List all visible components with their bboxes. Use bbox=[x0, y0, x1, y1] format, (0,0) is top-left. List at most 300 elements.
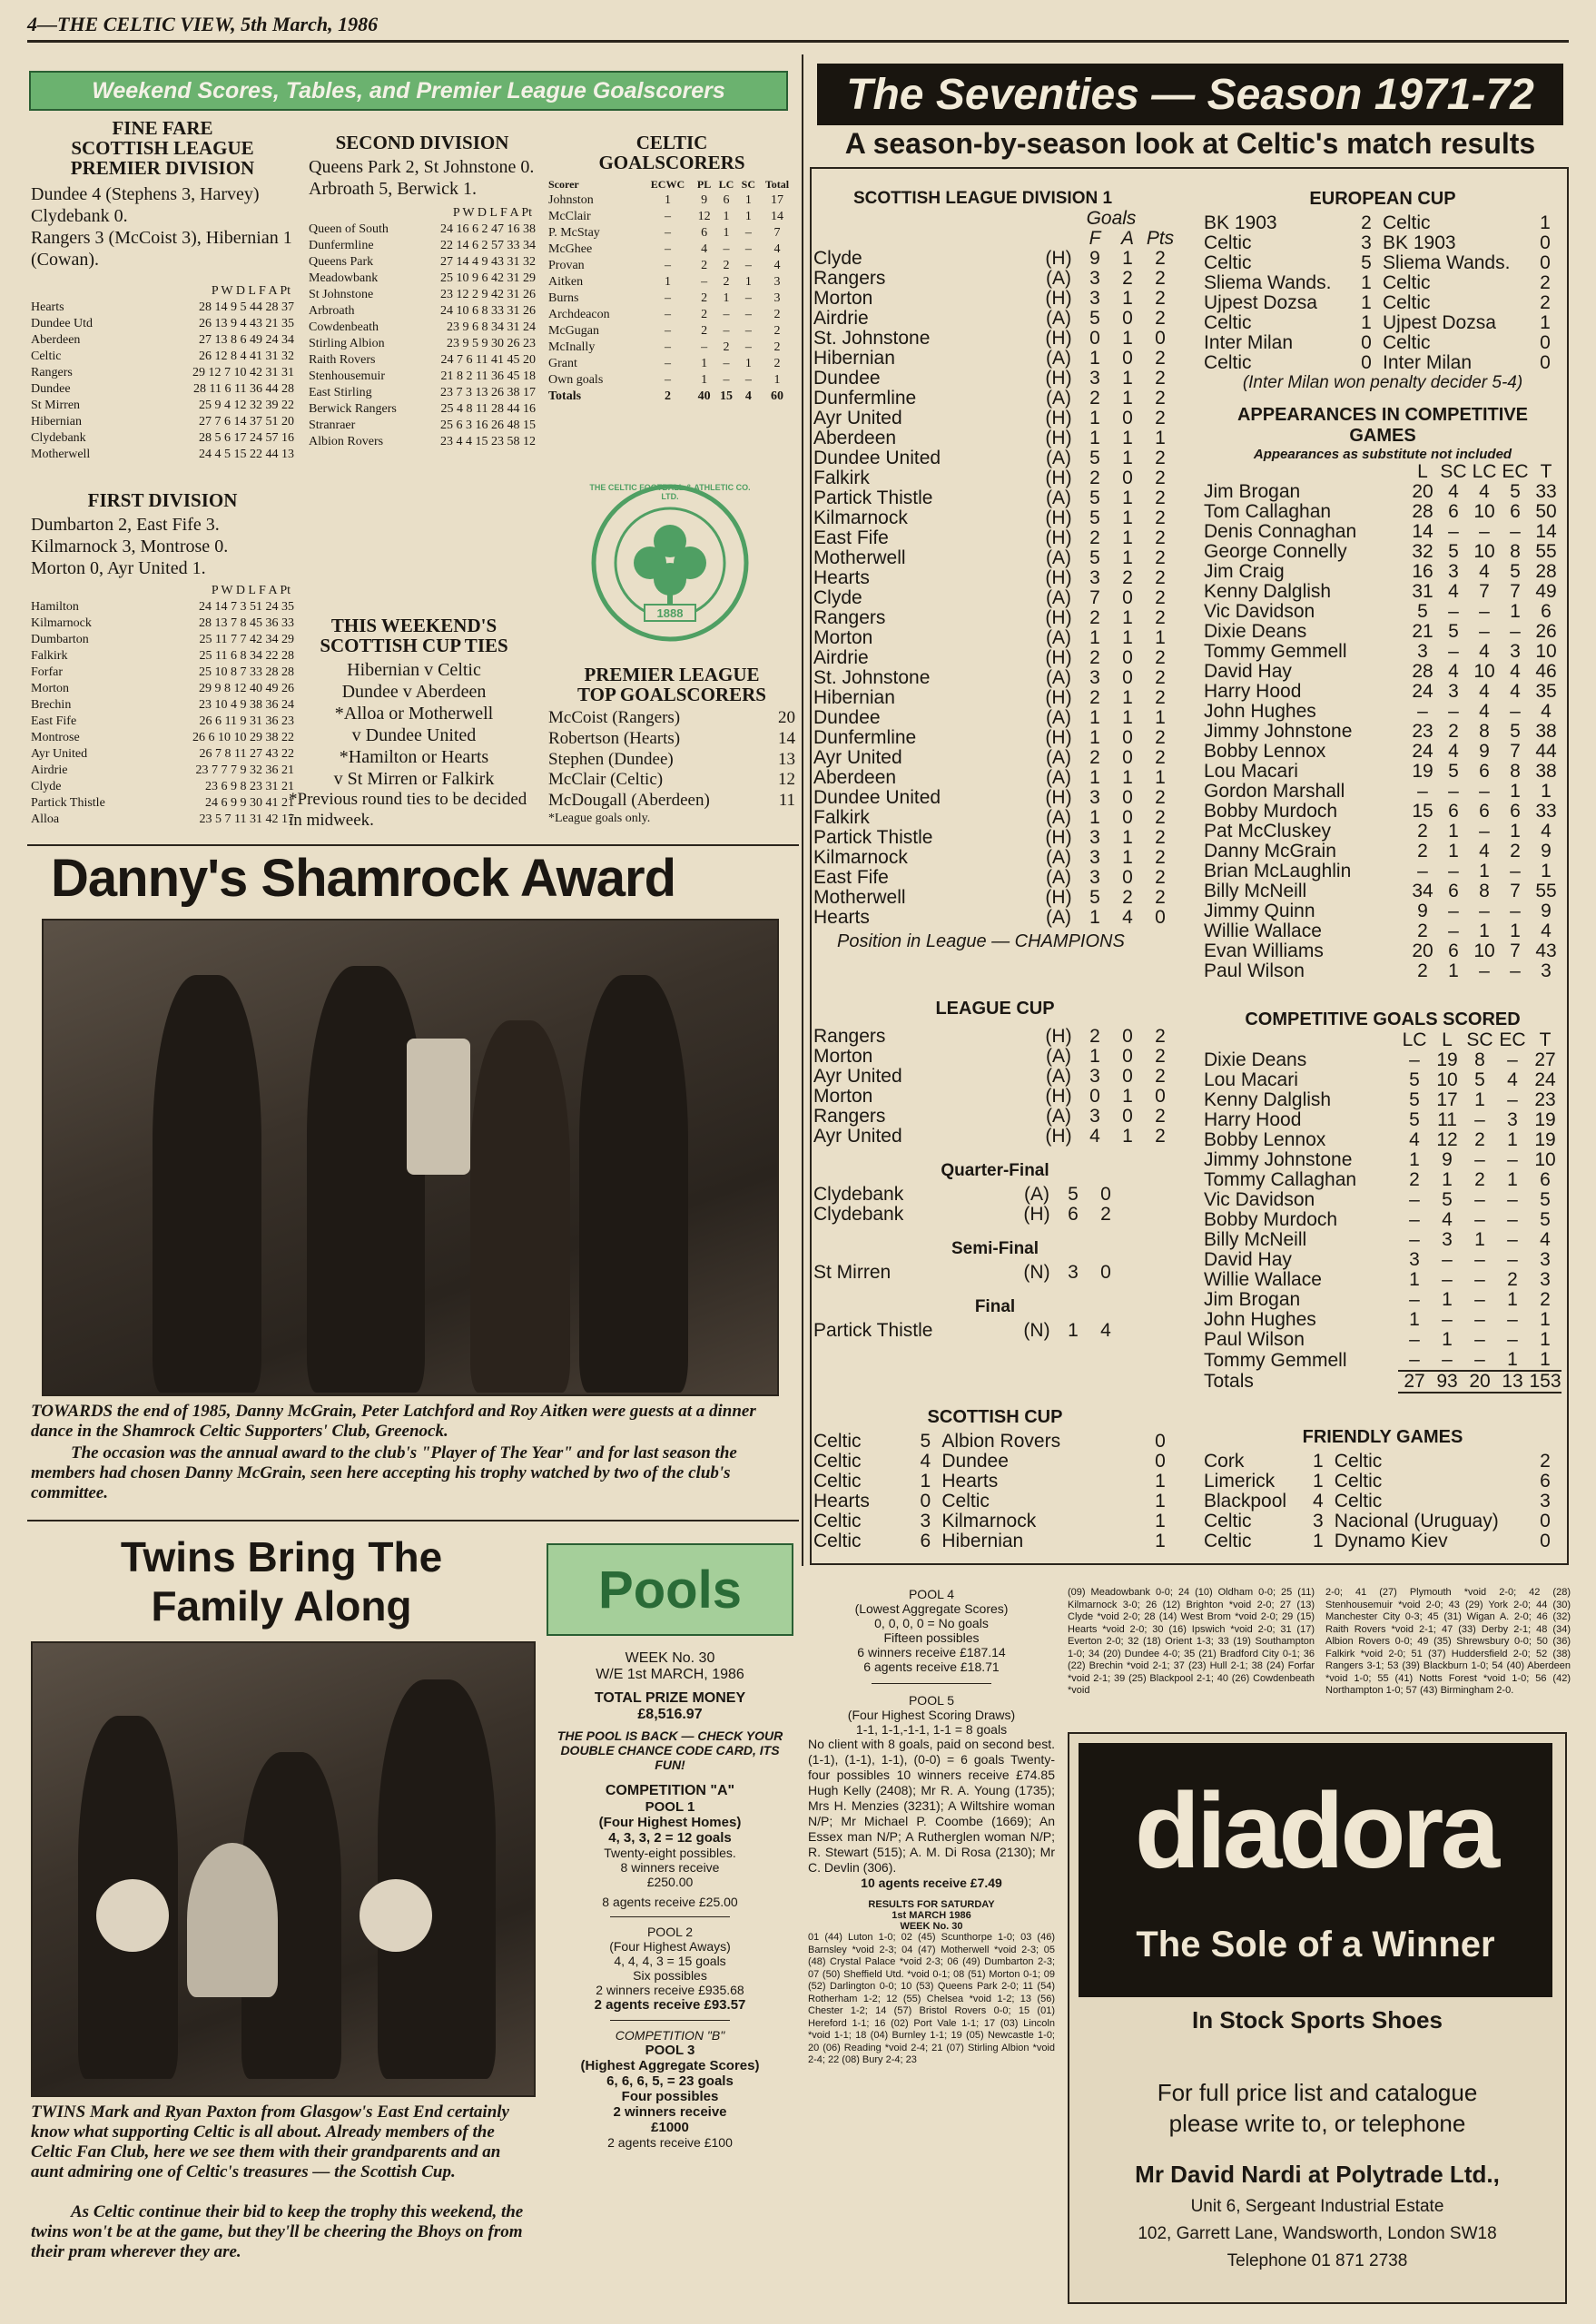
table-row bbox=[1204, 353, 1562, 373]
player-stat: 9 bbox=[1442, 1149, 1453, 1170]
player-stat: – bbox=[1474, 1149, 1485, 1170]
player-stat: 3 bbox=[1417, 641, 1428, 662]
away-score: 3 bbox=[1540, 1491, 1551, 1512]
header-rule bbox=[27, 40, 1569, 43]
seventies-box-top bbox=[810, 167, 1569, 169]
away-score: 6 bbox=[1540, 1471, 1551, 1492]
opponent: Motherwell bbox=[813, 887, 906, 908]
friendly-games-block bbox=[1204, 1427, 1562, 1551]
totals-value: 153 bbox=[1529, 1371, 1562, 1392]
table-row bbox=[813, 728, 1177, 748]
pools-results-title-2: 1st MARCH 1986 bbox=[892, 1910, 971, 1921]
table-row bbox=[1204, 293, 1562, 313]
points: 2 bbox=[1155, 487, 1166, 508]
team-name: Partick Thistle bbox=[31, 796, 105, 811]
player-stat: 3 bbox=[1448, 681, 1459, 702]
diadora-address-3: Telephone 01 871 2738 bbox=[1227, 2251, 1408, 2270]
venue: (H) bbox=[1045, 468, 1072, 488]
home-team: BK 1903 bbox=[1204, 212, 1277, 233]
cup-tie-line: Dundee v Aberdeen bbox=[341, 682, 487, 703]
result-line: Arbroath 5, Berwick 1. bbox=[309, 179, 477, 200]
player-stat: 4 bbox=[1479, 641, 1490, 662]
premier-title-3: PREMIER DIVISION bbox=[70, 157, 255, 180]
table-row bbox=[548, 274, 795, 290]
goals-against: 1 bbox=[1122, 527, 1133, 548]
celtic-goalscorers-block bbox=[548, 133, 795, 405]
totals-row bbox=[1204, 1371, 1562, 1393]
table-row bbox=[548, 209, 795, 225]
league-div1-table bbox=[813, 249, 1177, 928]
player-stat: 2 bbox=[1448, 721, 1459, 742]
pools-p3-l4: 2 agents receive £100 bbox=[607, 2135, 733, 2150]
team-name: Stenhousemuir bbox=[309, 369, 385, 384]
table-header-row bbox=[1204, 1030, 1562, 1050]
premier-table-head: P W D L F A Pt bbox=[211, 284, 291, 299]
player-stat: 26 bbox=[1535, 621, 1557, 642]
team-stats: 26 12 8 4 41 31 32 bbox=[199, 350, 294, 364]
player-stat: 8 bbox=[1479, 721, 1490, 742]
player-stat: – bbox=[1507, 1049, 1518, 1070]
scorer-name: P. McStay bbox=[548, 226, 600, 241]
player-stat: – bbox=[1448, 861, 1459, 881]
scorer-goals: 2 bbox=[701, 291, 708, 306]
table-row bbox=[548, 225, 795, 241]
player-stat: 2 bbox=[1507, 1269, 1518, 1290]
opponent: Rangers bbox=[813, 1106, 886, 1127]
scorer-goals: – bbox=[664, 357, 671, 371]
player-name: Evan Williams bbox=[1204, 940, 1324, 961]
home-team: Hearts bbox=[813, 1491, 870, 1512]
player-stat: 2 bbox=[1417, 921, 1428, 941]
twins-caption-2: As Celtic continue their bid to keep the trophy this weekend, the twins won't be at the game, but they'll be cheering the Bhoys on from their pram wherever they are. bbox=[31, 2202, 524, 2261]
player-stat: 7 bbox=[1479, 581, 1490, 602]
points: 2 bbox=[1155, 667, 1166, 688]
opponent: St Mirren bbox=[813, 1262, 892, 1283]
goals-for: 1 bbox=[1089, 767, 1100, 788]
table-row bbox=[813, 1107, 1177, 1127]
scorer-goals: 1 bbox=[701, 357, 708, 371]
player-stat: 33 bbox=[1535, 801, 1557, 822]
team-name: Albion Rovers bbox=[309, 435, 384, 449]
pools-p5-calc: 1-1, 1-1,-1-1, 1-1 = 8 goals bbox=[855, 1722, 1008, 1737]
goals-for: 0 bbox=[1089, 1086, 1100, 1107]
scorer-goals: 2 bbox=[723, 275, 730, 290]
scorer-name: Aitken bbox=[548, 275, 584, 290]
table-row bbox=[813, 349, 1177, 369]
league-cup-qf-table bbox=[813, 1185, 1122, 1225]
table-row bbox=[813, 329, 1177, 349]
table-row bbox=[813, 369, 1177, 389]
points: 2 bbox=[1155, 248, 1166, 269]
table-row bbox=[309, 254, 536, 271]
top-goalscorers-block bbox=[548, 665, 795, 827]
goals-for: 2 bbox=[1089, 747, 1100, 768]
player-stat: 1 bbox=[1479, 921, 1490, 941]
goals-for: 3 bbox=[1068, 1262, 1079, 1283]
pools-p4-l1: Fifteen possibles bbox=[883, 1630, 980, 1645]
table-row bbox=[548, 770, 795, 791]
opponent: Ayr United bbox=[813, 1066, 902, 1087]
venue: (A) bbox=[1046, 268, 1071, 289]
table-row bbox=[1204, 862, 1562, 881]
table-row bbox=[1204, 662, 1562, 682]
table-row bbox=[813, 1067, 1177, 1087]
goals-for: 3 bbox=[1089, 567, 1100, 588]
player-stat: – bbox=[1409, 1349, 1420, 1370]
scorer-goals: – bbox=[664, 210, 671, 224]
points: 2 bbox=[1155, 1106, 1166, 1127]
table-row bbox=[813, 628, 1177, 648]
opponent: Clyde bbox=[813, 587, 862, 608]
goals-scored-title: COMPETITIVE GOALS SCORED bbox=[1245, 1009, 1521, 1029]
venue: (A) bbox=[1046, 627, 1071, 648]
venue: (H) bbox=[1045, 1086, 1072, 1107]
team-stats: 23 12 2 9 42 31 26 bbox=[440, 288, 536, 302]
team-stats: 27 7 6 14 37 51 20 bbox=[199, 415, 294, 429]
table-row bbox=[309, 320, 536, 336]
player-stat: 8 bbox=[1474, 1049, 1485, 1070]
goals-for: 3 bbox=[1089, 1106, 1100, 1127]
table-row bbox=[548, 323, 795, 340]
player-stat: 44 bbox=[1535, 741, 1557, 762]
scorer-goals: – bbox=[723, 373, 730, 388]
table-row bbox=[1204, 1270, 1562, 1290]
pools-p2-l2: 2 winners receive £935.68 bbox=[596, 1983, 744, 1997]
team-stats: 23 9 5 9 30 26 23 bbox=[447, 337, 536, 351]
goals-for: 2 bbox=[1089, 1026, 1100, 1047]
away-score: 1 bbox=[1540, 312, 1551, 333]
player-stat: 4 bbox=[1510, 681, 1521, 702]
player-stat: 5 bbox=[1409, 1069, 1420, 1090]
league-cup-final-title: Final bbox=[974, 1297, 1016, 1316]
opponent: Kilmarnock bbox=[813, 507, 908, 528]
team-name: Motherwell bbox=[31, 448, 91, 462]
scorer-goals: – bbox=[664, 259, 671, 273]
pools-p2-l1: Six possibles bbox=[633, 1968, 707, 1983]
table-row bbox=[813, 269, 1177, 289]
table-row bbox=[1204, 1210, 1562, 1230]
goals-against: 0 bbox=[1122, 727, 1133, 748]
first-division-table-head: P W D L F A Pt bbox=[211, 584, 291, 598]
team-stats: 28 11 6 11 36 44 28 bbox=[193, 382, 294, 397]
totals-value: 27 bbox=[1398, 1371, 1431, 1393]
venue: (H) bbox=[1045, 787, 1072, 808]
player-name: Vic Davidson bbox=[1204, 601, 1315, 622]
table-row bbox=[548, 258, 795, 274]
opponent: Kilmarnock bbox=[813, 847, 908, 868]
table-row bbox=[309, 434, 536, 450]
goals-for: 3 bbox=[1089, 368, 1100, 389]
scorer-goals: – bbox=[701, 275, 708, 290]
player-stat: 10 bbox=[1535, 641, 1557, 662]
goals-against: 0 bbox=[1122, 787, 1133, 808]
team-name: Hearts bbox=[31, 300, 64, 315]
player-stat: 1 bbox=[1540, 1329, 1551, 1350]
league-cup-sf-title: Semi-Final bbox=[951, 1239, 1039, 1258]
player-stat: 10 bbox=[1436, 1069, 1458, 1090]
table-row bbox=[813, 608, 1177, 628]
celtic-scorers-title-1: CELTIC bbox=[635, 132, 708, 153]
pools-prize: £8,516.97 bbox=[637, 1707, 703, 1722]
player-stat: 1 bbox=[1541, 781, 1552, 802]
away-score: 0 bbox=[1540, 232, 1551, 253]
scorer-goals: 1 bbox=[723, 291, 730, 306]
table-row bbox=[1204, 682, 1562, 702]
table-row bbox=[1204, 842, 1562, 862]
team-stats: 26 13 9 4 43 21 35 bbox=[199, 317, 294, 331]
opponent: Morton bbox=[813, 627, 873, 648]
table-row bbox=[1204, 482, 1562, 502]
scorer-goals: 11 bbox=[778, 791, 795, 811]
column-header: LC bbox=[1472, 461, 1497, 482]
scorer-goals: – bbox=[744, 324, 752, 339]
pools-results-title-3: WEEK No. 30 bbox=[900, 1921, 963, 1932]
team-name: Raith Rovers bbox=[309, 353, 376, 368]
player-stat: 1 bbox=[1510, 921, 1521, 941]
team-stats: 24 14 7 3 51 24 35 bbox=[199, 600, 294, 615]
table-row bbox=[813, 309, 1177, 329]
premier-title-1: FINE FARE bbox=[112, 117, 213, 139]
home-team: Inter Milan bbox=[1204, 332, 1294, 353]
pools-p4-l2: 6 winners receive £187.14 bbox=[857, 1645, 1006, 1659]
top-scorers-table bbox=[548, 708, 795, 812]
player-stat: 55 bbox=[1535, 541, 1557, 562]
team-stats: 27 13 8 6 49 24 34 bbox=[199, 333, 294, 348]
team-name: East Stirling bbox=[309, 386, 372, 400]
home-score: 3 bbox=[1312, 1511, 1324, 1531]
player-name: Dixie Deans bbox=[1204, 1049, 1307, 1070]
player-stat: 19 bbox=[1534, 1129, 1556, 1150]
friendly-games-table bbox=[1204, 1452, 1562, 1551]
player-stat: 4 bbox=[1479, 841, 1490, 862]
player-stat: – bbox=[1417, 701, 1428, 722]
table-row bbox=[1204, 1330, 1562, 1350]
team-stats: 21 8 2 11 36 45 18 bbox=[440, 369, 536, 384]
player-name: Harry Hood bbox=[1204, 1109, 1302, 1130]
player-name: Jimmy Johnstone bbox=[1204, 1149, 1353, 1170]
home-score: 1 bbox=[920, 1471, 931, 1492]
venue: (A) bbox=[1046, 867, 1071, 888]
player-stat: 5 bbox=[1448, 541, 1459, 562]
team-name: Montrose bbox=[31, 731, 80, 745]
away-team: Hearts bbox=[941, 1471, 999, 1492]
table-row bbox=[31, 763, 294, 779]
venue: (H) bbox=[1045, 1026, 1072, 1047]
team-name: Falkirk bbox=[31, 649, 68, 664]
goals-against: 1 bbox=[1122, 847, 1133, 868]
goals-for: 1 bbox=[1089, 807, 1100, 828]
table-row bbox=[813, 1263, 1122, 1283]
home-team: Limerick bbox=[1204, 1471, 1276, 1492]
pools-p5-title: POOL 5 bbox=[908, 1693, 955, 1708]
player-stat: 49 bbox=[1535, 581, 1557, 602]
second-division-results bbox=[309, 156, 536, 200]
diadora-contact-name: Mr David Nardi at Polytrade Ltd., bbox=[1135, 2161, 1500, 2188]
away-team: Celtic bbox=[1383, 292, 1431, 313]
venue: (H) bbox=[1045, 687, 1072, 708]
scorer-goals: – bbox=[744, 308, 752, 322]
scorer-goals: – bbox=[744, 291, 752, 306]
scorer-name: Totals bbox=[548, 389, 582, 404]
goals-for: 3 bbox=[1089, 1066, 1100, 1087]
player-name: Danny McGrain bbox=[1204, 841, 1336, 862]
table-row bbox=[309, 238, 536, 254]
appearances-title-2: GAMES bbox=[1349, 426, 1416, 446]
player-stat: 4 bbox=[1541, 701, 1552, 722]
team-name: Celtic bbox=[31, 350, 62, 364]
team-stats: 26 6 10 10 29 38 22 bbox=[192, 731, 294, 745]
player-stat: – bbox=[1510, 861, 1521, 881]
team-name: Forfar bbox=[31, 665, 63, 680]
table-row bbox=[1204, 562, 1562, 582]
table-row bbox=[1204, 253, 1562, 273]
scorer-goals: – bbox=[664, 324, 671, 339]
venue: (H) bbox=[1045, 368, 1072, 389]
points: 2 bbox=[1155, 408, 1166, 428]
player-name: Billy McNeill bbox=[1204, 1229, 1307, 1250]
goals-against: 0 bbox=[1122, 1066, 1133, 1087]
pools-we: W/E 1st MARCH, 1986 bbox=[596, 1667, 744, 1682]
player-name: Tom Callaghan bbox=[1204, 501, 1332, 522]
home-team: Celtic bbox=[1204, 252, 1252, 273]
opponent: Hibernian bbox=[813, 687, 895, 708]
table-row bbox=[548, 791, 795, 812]
scorer-goals: 12 bbox=[697, 210, 711, 224]
player-stat: – bbox=[1510, 960, 1521, 981]
table-row bbox=[31, 681, 294, 697]
table-row bbox=[1204, 941, 1562, 961]
player-stat: 1 bbox=[1507, 1289, 1518, 1310]
first-division-block bbox=[31, 490, 294, 828]
diadora-line-2: please write to, or telephone bbox=[1168, 2110, 1466, 2137]
scorer-name: Provan bbox=[548, 259, 585, 273]
player-stat: 1 bbox=[1507, 1169, 1518, 1190]
player-name: Kenny Dalglish bbox=[1204, 581, 1332, 602]
venue: (H) bbox=[1045, 727, 1072, 748]
player-name: Willie Wallace bbox=[1204, 1269, 1322, 1290]
league-cup-sf-table bbox=[813, 1263, 1122, 1283]
away-score: 0 bbox=[1540, 332, 1551, 353]
table-row bbox=[813, 1087, 1177, 1107]
scorer-goals: 15 bbox=[719, 389, 733, 404]
player-stat: 8 bbox=[1479, 881, 1490, 901]
table-row bbox=[813, 389, 1177, 409]
cup-ties-title-1: THIS WEEKEND'S bbox=[330, 615, 498, 636]
goals-against: 1 bbox=[1122, 248, 1133, 269]
away-team: Ujpest Dozsa bbox=[1383, 312, 1496, 333]
table-row bbox=[1204, 1150, 1562, 1170]
player-stat: 4 bbox=[1510, 661, 1521, 682]
player-stat: 5 bbox=[1474, 1069, 1485, 1090]
player-stat: – bbox=[1442, 1249, 1453, 1270]
totals-value: 93 bbox=[1431, 1371, 1463, 1393]
goals-for: 1 bbox=[1089, 727, 1100, 748]
result-line: Kilmarnock 3, Montrose 0. bbox=[31, 537, 229, 557]
home-score: 1 bbox=[1312, 1451, 1324, 1472]
scorer-name: Grant bbox=[548, 357, 577, 371]
goals-against: 1 bbox=[1122, 627, 1133, 648]
player-name: Jimmy Quinn bbox=[1204, 901, 1315, 921]
table-row bbox=[813, 249, 1177, 269]
table-row bbox=[1204, 1110, 1562, 1130]
player-stat: 1 bbox=[1479, 861, 1490, 881]
player-stat: 4 bbox=[1540, 1229, 1551, 1250]
second-division-title: SECOND DIVISION bbox=[335, 132, 509, 153]
celtic-crest bbox=[588, 481, 752, 645]
player-name: David Hay bbox=[1204, 661, 1292, 682]
player-name: Jimmy Johnstone bbox=[1204, 721, 1353, 742]
table-row bbox=[1204, 333, 1562, 353]
home-score: 6 bbox=[920, 1531, 931, 1551]
venue: (A) bbox=[1046, 707, 1071, 728]
table-row bbox=[548, 750, 795, 771]
table-row bbox=[1204, 1190, 1562, 1210]
goals-against: 0 bbox=[1122, 667, 1133, 688]
diadora-tagline: The Sole of a Winner bbox=[1136, 1925, 1495, 1965]
player-stat: 24 bbox=[1412, 681, 1433, 702]
table-row bbox=[548, 307, 795, 323]
home-score: 2 bbox=[1361, 212, 1372, 233]
player-name: Pat McCluskey bbox=[1204, 821, 1332, 842]
player-stat: – bbox=[1479, 521, 1490, 542]
goals-against: 0 bbox=[1122, 1046, 1133, 1067]
player-stat: – bbox=[1479, 601, 1490, 622]
team-stats: 25 6 3 16 26 48 15 bbox=[440, 419, 536, 433]
scottish-cup-title: SCOTTISH CUP bbox=[927, 1407, 1063, 1427]
venue: (A) bbox=[1046, 348, 1071, 369]
opponent: Ayr United bbox=[813, 1126, 902, 1147]
player-stat: 6 bbox=[1541, 601, 1552, 622]
table-row bbox=[1204, 1070, 1562, 1090]
result-line: Queens Park 2, St Johnstone 0. bbox=[309, 157, 535, 178]
table-row bbox=[813, 528, 1177, 548]
player-stat: 50 bbox=[1535, 501, 1557, 522]
pools-column bbox=[547, 1543, 793, 2150]
goals-for: 6 bbox=[1068, 1204, 1079, 1225]
table-row bbox=[548, 356, 795, 372]
player-stat: 2 bbox=[1540, 1289, 1551, 1310]
scorer-name: McClair bbox=[548, 210, 591, 224]
pools-p1-l1: Twenty-eight possibles. bbox=[604, 1846, 736, 1860]
team-name: Cowdenbeath bbox=[309, 320, 379, 335]
celtic-scorers-table bbox=[548, 176, 795, 405]
player-stat: 15 bbox=[1412, 801, 1433, 822]
league-div1-header bbox=[813, 209, 1177, 249]
goals-against: 1 bbox=[1122, 428, 1133, 448]
player-stat: – bbox=[1479, 901, 1490, 921]
column-header: LC bbox=[718, 178, 734, 192]
home-team: Sliema Wands. bbox=[1204, 272, 1332, 293]
table-row bbox=[1204, 822, 1562, 842]
goals-for: 5 bbox=[1089, 308, 1100, 329]
player-stat: – bbox=[1479, 621, 1490, 642]
table-row bbox=[309, 336, 536, 352]
away-team: Celtic bbox=[1334, 1451, 1383, 1472]
player-stat: 2 bbox=[1474, 1169, 1485, 1190]
goals-against: 1 bbox=[1122, 388, 1133, 409]
player-name: Bobby Lennox bbox=[1204, 741, 1326, 762]
player-name: John Hughes bbox=[1204, 1309, 1316, 1330]
player-stat: 1 bbox=[1510, 781, 1521, 802]
scorer-goals: 1 bbox=[744, 210, 752, 224]
away-score: 1 bbox=[1155, 1471, 1166, 1492]
table-row bbox=[309, 369, 536, 385]
totals-value: 20 bbox=[1463, 1371, 1496, 1393]
table-row bbox=[1204, 1050, 1562, 1070]
table-row bbox=[1204, 881, 1562, 901]
table-row bbox=[31, 648, 294, 665]
team-name: Clydebank bbox=[31, 431, 86, 446]
